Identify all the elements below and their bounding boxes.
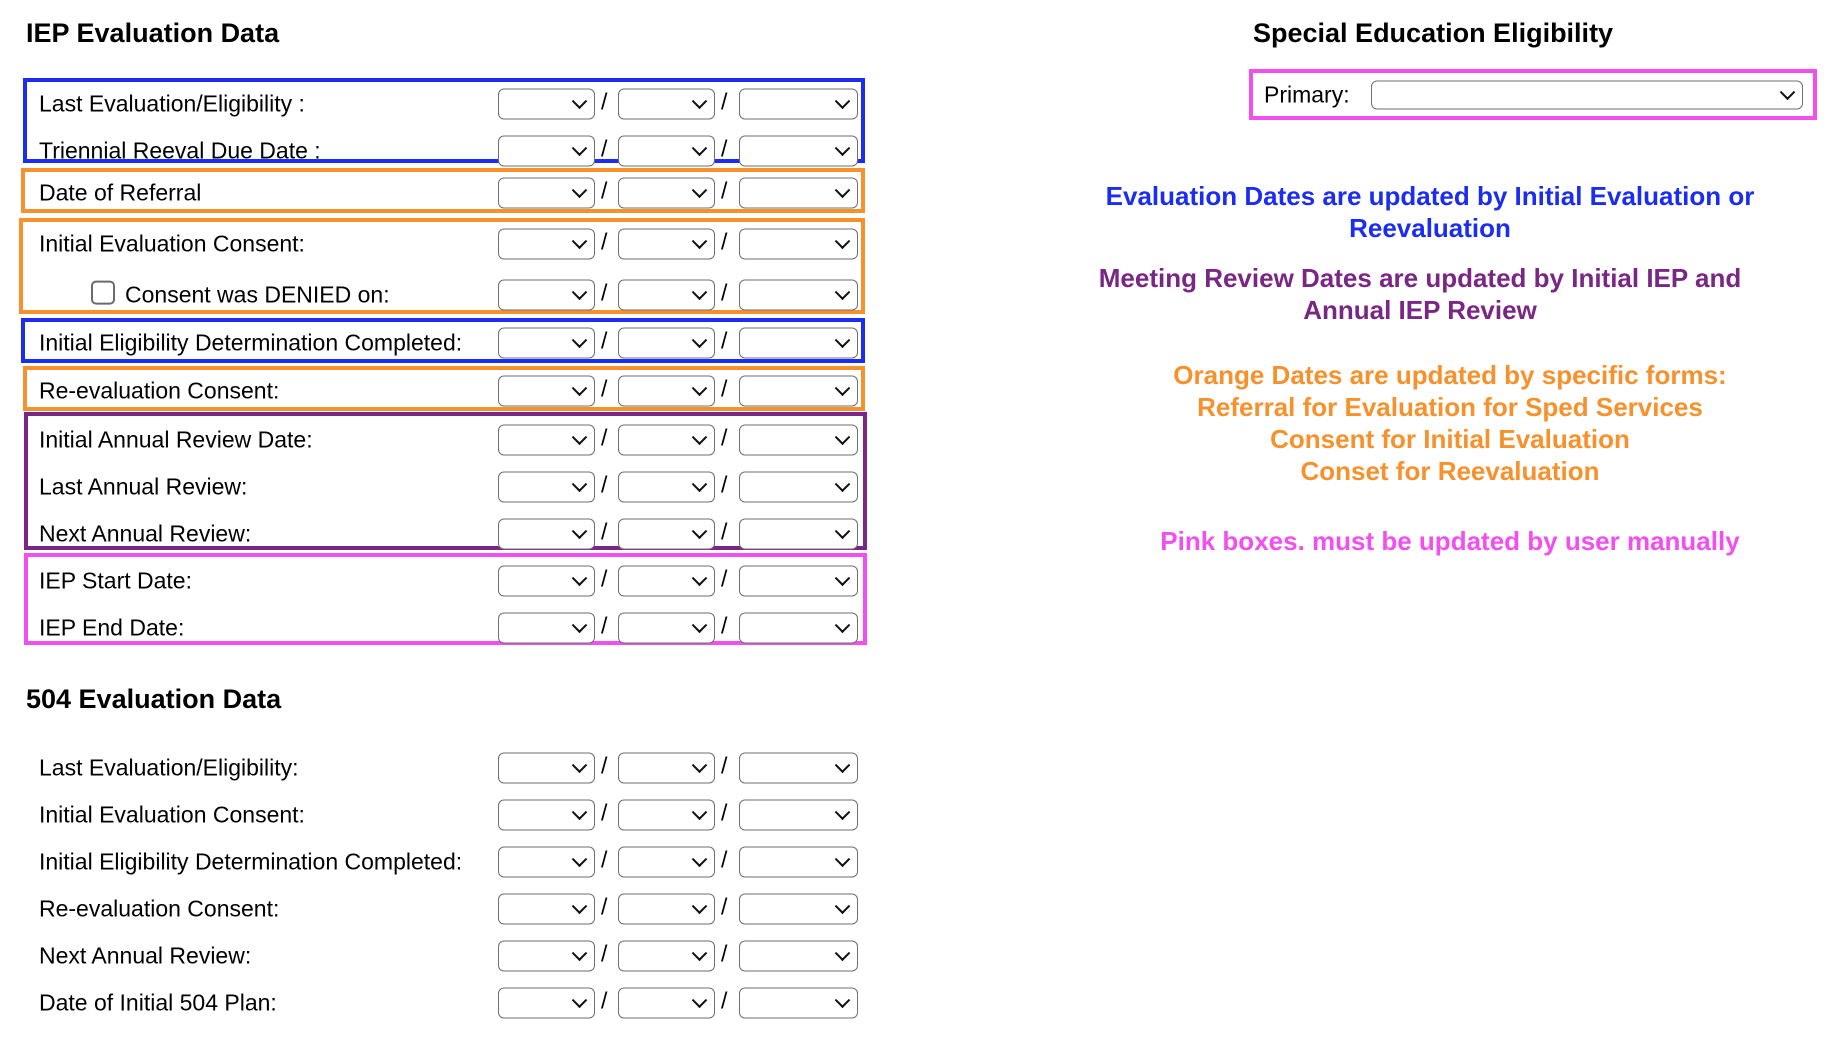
year-select[interactable] (739, 424, 858, 455)
chevron-down-icon (692, 94, 708, 110)
chevron-down-icon (692, 477, 708, 493)
year-select[interactable] (739, 940, 858, 971)
month-select[interactable] (498, 612, 595, 643)
row-label: Consent was DENIED on: (125, 281, 390, 307)
chevron-down-icon (835, 571, 851, 587)
chevron-down-icon (572, 618, 588, 634)
plan504-rows (23, 740, 865, 1022)
date-separator: / (601, 845, 608, 872)
row-label: Re-evaluation Consent: (39, 895, 280, 921)
day-select[interactable] (618, 471, 715, 502)
row-label: Initial Evaluation Consent: (39, 230, 305, 256)
day-select[interactable] (618, 893, 715, 924)
month-select[interactable] (498, 471, 595, 502)
date-separator: / (721, 374, 728, 401)
chevron-down-icon (835, 899, 851, 915)
chevron-down-icon (572, 946, 588, 962)
date-separator: / (601, 986, 608, 1013)
row-label: Re-evaluation Consent: (39, 377, 280, 403)
plan504-row-reevaluation-consent (27, 885, 869, 932)
day-select[interactable] (618, 940, 715, 971)
note-line: Meeting Review Dates are updated by Initial IEP and (1098, 263, 1742, 293)
row-label: Next Annual Review: (39, 520, 252, 546)
day-select[interactable] (618, 799, 715, 830)
date-separator: / (721, 278, 728, 305)
date-separator: / (601, 798, 608, 825)
iep-row-date-of-referral (27, 169, 869, 216)
date-separator: / (721, 798, 728, 825)
chevron-down-icon (692, 899, 708, 915)
year-select[interactable] (739, 135, 858, 166)
chevron-down-icon (692, 141, 708, 157)
month-select[interactable] (498, 940, 595, 971)
date-separator: / (721, 87, 728, 114)
chevron-down-icon (572, 141, 588, 157)
year-select[interactable] (739, 565, 858, 596)
chevron-down-icon (692, 993, 708, 1009)
iep-group-iep-dates (24, 553, 867, 645)
day-select[interactable] (618, 987, 715, 1018)
chevron-down-icon (692, 805, 708, 821)
day-select[interactable] (618, 565, 715, 596)
date-separator: / (721, 227, 728, 254)
day-select[interactable] (618, 177, 715, 208)
chevron-down-icon (572, 430, 588, 446)
chevron-down-icon (692, 946, 708, 962)
day-select[interactable] (618, 424, 715, 455)
chevron-down-icon (835, 993, 851, 1009)
chevron-down-icon (835, 285, 851, 301)
month-select[interactable] (498, 177, 595, 208)
date-separator: / (601, 278, 608, 305)
chevron-down-icon (692, 183, 708, 199)
plan504-evaluation-title: 504 Evaluation Data (26, 684, 282, 714)
day-select[interactable] (618, 375, 715, 406)
note-orange-dates (1090, 359, 1810, 487)
date-separator: / (721, 470, 728, 497)
date-separator: / (601, 87, 608, 114)
consent-denied-checkbox[interactable] (91, 280, 115, 304)
chevron-down-icon (692, 571, 708, 587)
iep-evaluation-title: IEP Evaluation Data (26, 18, 280, 48)
row-label: Last Annual Review: (39, 473, 248, 499)
date-separator: / (721, 892, 728, 919)
row-label: Initial Eligibility Determination Completed: (39, 848, 463, 874)
date-separator: / (601, 227, 608, 254)
month-select[interactable] (498, 987, 595, 1018)
iep-group-reevaluation-consent (23, 366, 865, 411)
date-separator: / (601, 611, 608, 638)
year-select[interactable] (739, 327, 858, 358)
iep-group-initial-consent (19, 218, 865, 314)
iep-row-iep-start-date (27, 557, 869, 604)
date-separator: / (601, 326, 608, 353)
date-separator: / (601, 470, 608, 497)
note-evaluation-dates (1070, 180, 1790, 244)
note-pink-boxes (1090, 525, 1810, 557)
date-separator: / (721, 564, 728, 591)
row-label: Next Annual Review: (39, 942, 252, 968)
day-select[interactable] (618, 518, 715, 549)
year-select[interactable] (739, 987, 858, 1018)
note-line: Consent for Initial Evaluation (1270, 424, 1630, 454)
primary-label: Primary: (1264, 81, 1350, 107)
row-label: IEP End Date: (39, 614, 185, 640)
chevron-down-icon (835, 183, 851, 199)
chevron-down-icon (835, 381, 851, 397)
day-select[interactable] (618, 279, 715, 310)
year-select[interactable] (739, 518, 858, 549)
date-separator: / (601, 564, 608, 591)
year-select[interactable] (739, 893, 858, 924)
date-separator: / (721, 845, 728, 872)
chevron-down-icon (835, 805, 851, 821)
iep-row-last-evaluation (27, 80, 869, 127)
month-select[interactable] (498, 893, 595, 924)
primary-eligibility-select[interactable] (1371, 80, 1803, 109)
chevron-down-icon (572, 234, 588, 250)
row-label: Last Evaluation/Eligibility: (39, 754, 299, 780)
chevron-down-icon (835, 234, 851, 250)
year-select[interactable] (739, 846, 858, 877)
plan504-row-last-evaluation (27, 744, 869, 791)
date-separator: / (721, 939, 728, 966)
iep-row-last-annual-review (27, 463, 869, 510)
date-separator: / (601, 517, 608, 544)
chevron-down-icon (692, 618, 708, 634)
iep-group-eligibility (21, 318, 865, 363)
year-select[interactable] (739, 228, 858, 259)
chevron-down-icon (692, 285, 708, 301)
day-select[interactable] (618, 327, 715, 358)
day-select[interactable] (618, 88, 715, 119)
year-select[interactable] (739, 471, 858, 502)
chevron-down-icon (572, 852, 588, 868)
chevron-down-icon (835, 477, 851, 493)
day-select[interactable] (618, 135, 715, 166)
iep-row-triennial-reeval (27, 127, 869, 174)
chevron-down-icon (692, 524, 708, 540)
date-separator: / (721, 134, 728, 161)
date-separator: / (601, 751, 608, 778)
year-select[interactable] (739, 279, 858, 310)
note-meeting-review-dates (1060, 262, 1780, 326)
month-select[interactable] (498, 752, 595, 783)
row-label: Date of Referral (39, 179, 202, 205)
iep-row-consent-denied (27, 271, 869, 318)
chevron-down-icon (835, 430, 851, 446)
iep-group-evaluation-dates (23, 78, 865, 163)
note-line: Conset for Reevaluation (1300, 456, 1600, 486)
chevron-down-icon (572, 333, 588, 349)
month-select[interactable] (498, 424, 595, 455)
chevron-down-icon (572, 381, 588, 397)
row-label: Triennial Reeval Due Date : (39, 137, 321, 163)
day-select[interactable] (618, 846, 715, 877)
date-separator: / (721, 517, 728, 544)
special-education-eligibility-title: Special Education Eligibility (1253, 18, 1614, 48)
chevron-down-icon (835, 618, 851, 634)
date-separator: / (601, 176, 608, 203)
chevron-down-icon (572, 805, 588, 821)
chevron-down-icon (692, 430, 708, 446)
iep-row-iep-end-date (27, 604, 869, 651)
chevron-down-icon (572, 571, 588, 587)
chevron-down-icon (835, 94, 851, 110)
month-select[interactable] (498, 846, 595, 877)
row-label: Initial Annual Review Date: (39, 426, 313, 452)
date-separator: / (721, 611, 728, 638)
iep-row-initial-eligibility (27, 319, 869, 366)
month-select[interactable] (498, 88, 595, 119)
date-separator: / (601, 374, 608, 401)
year-select[interactable] (739, 375, 858, 406)
date-separator: / (721, 751, 728, 778)
day-select[interactable] (618, 612, 715, 643)
iep-row-next-annual-review (27, 510, 869, 557)
chevron-down-icon (572, 758, 588, 774)
plan504-row-initial-evaluation-consent (27, 791, 869, 838)
plan504-row-next-annual-review (27, 932, 869, 979)
date-separator: / (721, 176, 728, 203)
month-select[interactable] (498, 565, 595, 596)
chevron-down-icon (692, 852, 708, 868)
chevron-down-icon (572, 524, 588, 540)
month-select[interactable] (498, 375, 595, 406)
chevron-down-icon (835, 141, 851, 157)
chevron-down-icon (692, 333, 708, 349)
plan504-row-initial-eligibility (27, 838, 869, 885)
iep-group-referral (21, 168, 865, 213)
chevron-down-icon (692, 234, 708, 250)
month-select[interactable] (498, 518, 595, 549)
row-label: Date of Initial 504 Plan: (39, 989, 277, 1015)
iep-row-initial-annual-review (27, 416, 869, 463)
chevron-down-icon (692, 381, 708, 397)
year-select[interactable] (739, 88, 858, 119)
chevron-down-icon (835, 852, 851, 868)
year-select[interactable] (739, 612, 858, 643)
note-line: Orange Dates are updated by specific forms: (1173, 360, 1727, 390)
note-line: Annual IEP Review (1303, 295, 1537, 325)
date-separator: / (601, 939, 608, 966)
chevron-down-icon (835, 524, 851, 540)
chevron-down-icon (835, 946, 851, 962)
chevron-down-icon (572, 477, 588, 493)
plan504-row-initial-504-plan (27, 979, 869, 1026)
date-separator: / (601, 892, 608, 919)
chevron-down-icon (572, 183, 588, 199)
chevron-down-icon (572, 94, 588, 110)
day-select[interactable] (618, 228, 715, 259)
date-separator: / (601, 134, 608, 161)
chevron-down-icon (835, 758, 851, 774)
row-label: Last Evaluation/Eligibility : (39, 90, 305, 116)
month-select[interactable] (498, 327, 595, 358)
month-select[interactable] (498, 228, 595, 259)
chevron-down-icon (572, 285, 588, 301)
chevron-down-icon (1780, 85, 1796, 101)
month-select[interactable] (498, 279, 595, 310)
year-select[interactable] (739, 752, 858, 783)
date-separator: / (721, 423, 728, 450)
day-select[interactable] (618, 752, 715, 783)
primary-eligibility-box (1249, 69, 1817, 120)
note-line: Referral for Evaluation for Sped Services (1197, 392, 1703, 422)
iep-group-annual-reviews (24, 412, 867, 550)
chevron-down-icon (692, 758, 708, 774)
row-label: Initial Eligibility Determination Completed: (39, 329, 463, 355)
note-line: Reevaluation (1349, 213, 1511, 243)
year-select[interactable] (739, 799, 858, 830)
chevron-down-icon (835, 333, 851, 349)
row-label: IEP Start Date: (39, 567, 192, 593)
note-line: Pink boxes. must be updated by user manually (1160, 526, 1740, 556)
date-separator: / (721, 986, 728, 1013)
row-label: Initial Evaluation Consent: (39, 801, 305, 827)
chevron-down-icon (572, 993, 588, 1009)
year-select[interactable] (739, 177, 858, 208)
date-separator: / (721, 326, 728, 353)
iep-row-reevaluation-consent (27, 367, 869, 414)
note-line: Evaluation Dates are updated by Initial Evaluation or (1105, 181, 1755, 211)
month-select[interactable] (498, 135, 595, 166)
date-separator: / (601, 423, 608, 450)
chevron-down-icon (572, 899, 588, 915)
month-select[interactable] (498, 799, 595, 830)
iep-row-initial-evaluation-consent (27, 220, 869, 267)
